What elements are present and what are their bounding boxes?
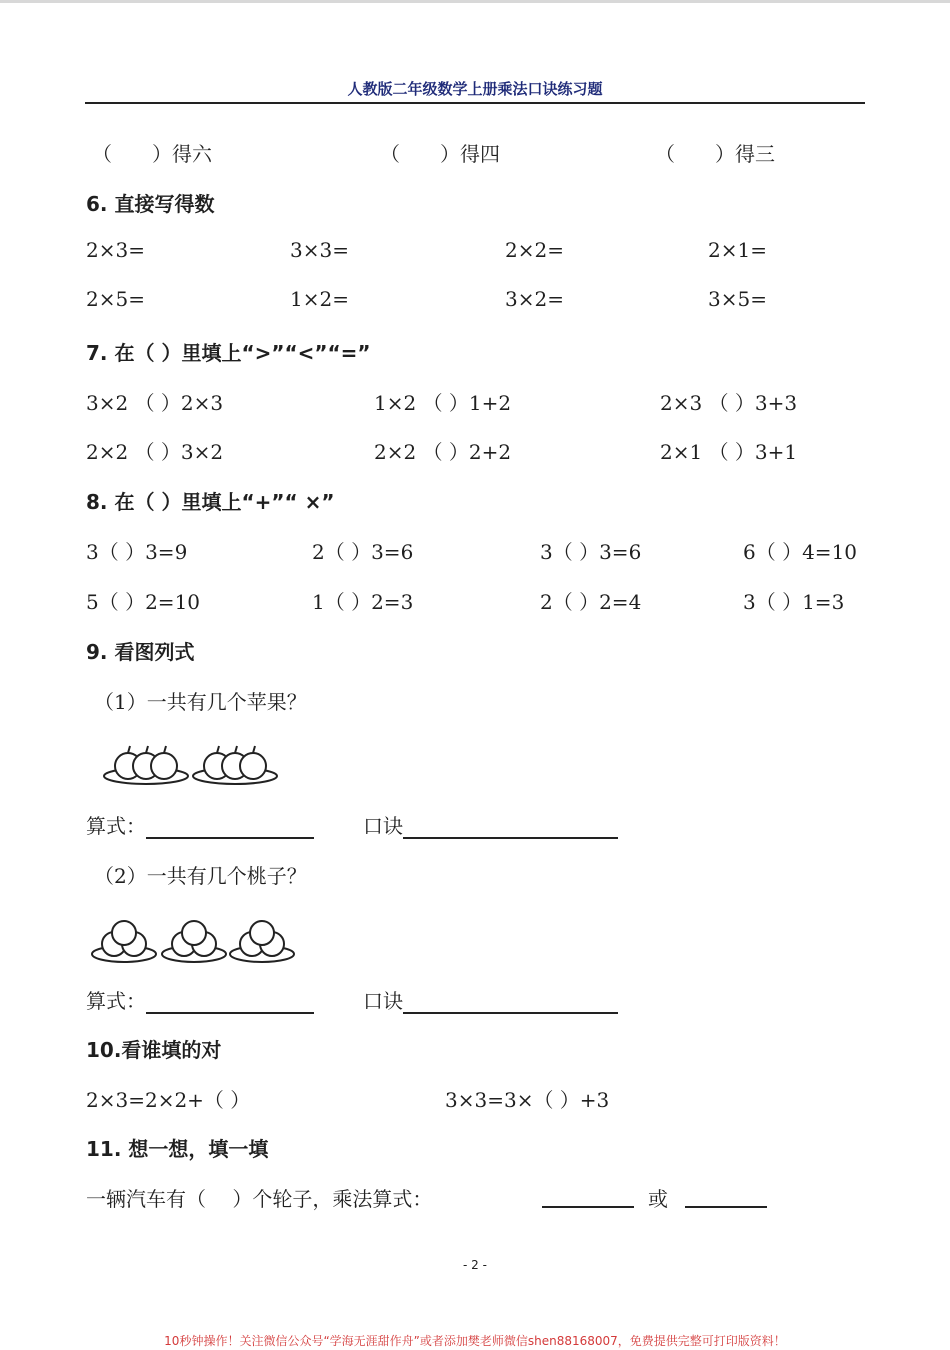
q9-part2: （2）一共有几个桃子？ xyxy=(94,864,307,888)
q9-formula-row-1 xyxy=(86,810,314,839)
q7-item: 1×2 （ ）1+2 xyxy=(374,391,512,415)
q7-title: 7. 在（ ）里填上“>”“<”“=” xyxy=(86,341,371,365)
q9-formula-row-2 xyxy=(86,985,314,1014)
q7-item: 2×2 （ ）3×2 xyxy=(86,440,224,464)
q10-title: 10.看谁填的对 xyxy=(86,1038,222,1062)
q6-item: 1×2= xyxy=(290,287,349,311)
q8-item: 3（ ）3=6 xyxy=(540,540,642,564)
q9-rhyme-row-2 xyxy=(363,985,618,1014)
formula-answer-blank[interactable] xyxy=(146,992,314,1014)
formula-answer-blank[interactable] xyxy=(146,817,314,839)
rhyme-label: 口诀 xyxy=(363,814,403,838)
rhyme-answer-blank[interactable] xyxy=(403,992,618,1014)
page-number: - 2 - xyxy=(463,1258,487,1272)
q11-text: 一辆汽车有（ ）个轮子，乘法算式： xyxy=(86,1187,433,1211)
q5-item: （ ）得六 xyxy=(92,142,212,166)
q8-item: 3（ ）3=9 xyxy=(86,540,188,564)
q7-item: 2×2 （ ）2+2 xyxy=(374,440,512,464)
q6-item: 2×2= xyxy=(505,238,564,262)
page-header: 人教版二年级数学上册乘法口诀练习题 xyxy=(85,78,865,104)
peach-plates-image xyxy=(90,914,300,966)
q7-item: 2×3 （ ）3+3 xyxy=(660,391,798,415)
q9-rhyme-row-1 xyxy=(363,810,618,839)
q8-item: 5（ ）2=10 xyxy=(86,590,201,614)
q9-title: 9. 看图列式 xyxy=(86,640,195,664)
rhyme-label: 口诀 xyxy=(363,989,403,1013)
q8-item: 3（ ）1=3 xyxy=(743,590,845,614)
q8-item: 1（ ）2=3 xyxy=(312,590,414,614)
q10-item: 2×3=2×2+（ ） xyxy=(86,1088,251,1112)
rhyme-answer-blank[interactable] xyxy=(403,817,618,839)
q5-item: （ ）得三 xyxy=(655,142,775,166)
q11-answer-blank-1[interactable] xyxy=(542,1186,634,1208)
q6-item: 3×2= xyxy=(505,287,564,311)
q6-title: 6. 直接写得数 xyxy=(86,192,215,216)
q11-answer-blank-2[interactable] xyxy=(685,1186,767,1208)
q6-item: 2×5= xyxy=(86,287,145,311)
q7-item: 3×2 （ ）2×3 xyxy=(86,391,224,415)
q8-item: 2（ ）2=4 xyxy=(540,590,642,614)
q6-item: 3×5= xyxy=(708,287,767,311)
q11-title: 11. 想一想，填一填 xyxy=(86,1137,269,1161)
q10-item: 3×3=3×（ ）+3 xyxy=(445,1088,610,1112)
q7-item: 2×1 （ ）3+1 xyxy=(660,440,798,464)
q5-item: （ ）得四 xyxy=(380,142,500,166)
q6-item: 2×3= xyxy=(86,238,145,262)
formula-label: 算式： xyxy=(86,814,146,838)
q6-item: 3×3= xyxy=(290,238,349,262)
q8-item: 2（ ）3=6 xyxy=(312,540,414,564)
q6-item: 2×1= xyxy=(708,238,767,262)
apple-plates-image xyxy=(100,740,285,788)
formula-label: 算式： xyxy=(86,989,146,1013)
top-border xyxy=(0,0,950,3)
footer-notice: 10秒钟操作！关注微信公众号“学海无涯甜作舟”或者添加樊老师微信shen88168007，免费提供完整可打印版资料！ xyxy=(164,1334,786,1348)
q8-title: 8. 在（ ）里填上“+”“ ×” xyxy=(86,490,335,514)
q11-or-label: 或 xyxy=(648,1187,668,1211)
q8-item: 6（ ）4=10 xyxy=(743,540,858,564)
q9-part1: （1）一共有几个苹果？ xyxy=(94,690,307,714)
